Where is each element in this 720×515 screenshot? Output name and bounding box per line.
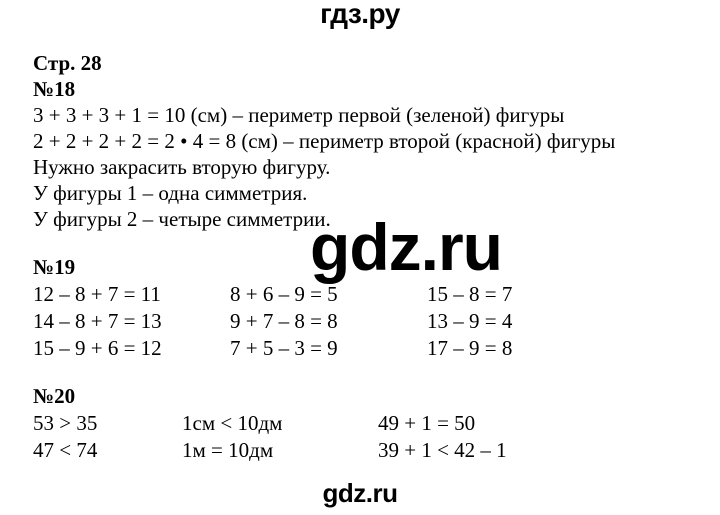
- solution-line-symmetry-1: У фигуры 1 – одна симметрия.: [33, 181, 308, 205]
- solution-line-perimeter-green: 3 + 3 + 3 + 1 = 10 (см) – периметр первой (зеленой) фигуры: [33, 103, 565, 127]
- task-18-heading: №18: [33, 77, 76, 101]
- site-logo-footer: gdz.ru: [322, 478, 398, 508]
- equation-cell: 13 – 9 = 4: [427, 309, 513, 333]
- equation-cell: 12 – 8 + 7 = 11: [33, 282, 161, 306]
- comparison-cell: 49 + 1 = 50: [378, 411, 476, 435]
- task-20-heading: №20: [33, 384, 76, 408]
- comparison-cell: 1см < 10дм: [182, 411, 283, 435]
- page-number-label: Стр. 28: [33, 51, 102, 75]
- comparison-cell: 1м = 10дм: [182, 438, 274, 462]
- task-20-solution-grid: [33, 410, 507, 464]
- task-19-heading: №19: [33, 255, 76, 279]
- comparison-cell: 47 < 74: [33, 438, 98, 462]
- equation-cell: 8 + 6 – 9 = 5: [230, 282, 338, 306]
- solution-line-symmetry-2: У фигуры 2 – четыре симметрии.: [33, 207, 331, 231]
- comparison-cell: 53 > 35: [33, 411, 98, 435]
- page-watermark: gdz.ru: [310, 210, 502, 284]
- equation-cell: 9 + 7 – 8 = 8: [230, 309, 338, 333]
- equation-cell: 7 + 5 – 3 = 9: [230, 336, 338, 360]
- site-logo-header: гдз.ру: [320, 0, 400, 29]
- solution-line-instruction: Нужно закрасить вторую фигуру.: [33, 155, 331, 179]
- solution-line-perimeter-red: 2 + 2 + 2 + 2 = 2 • 4 = 8 (см) – периметр второй (красной) фигуры: [33, 129, 616, 153]
- equation-cell: 14 – 8 + 7 = 13: [33, 309, 162, 333]
- equation-cell: 15 – 8 = 7: [427, 282, 513, 306]
- equation-cell: 15 – 9 + 6 = 12: [33, 336, 162, 360]
- comparison-cell: 39 + 1 < 42 – 1: [378, 438, 507, 462]
- equation-cell: 17 – 9 = 8: [427, 336, 513, 360]
- task-19-solution-grid: [33, 281, 512, 362]
